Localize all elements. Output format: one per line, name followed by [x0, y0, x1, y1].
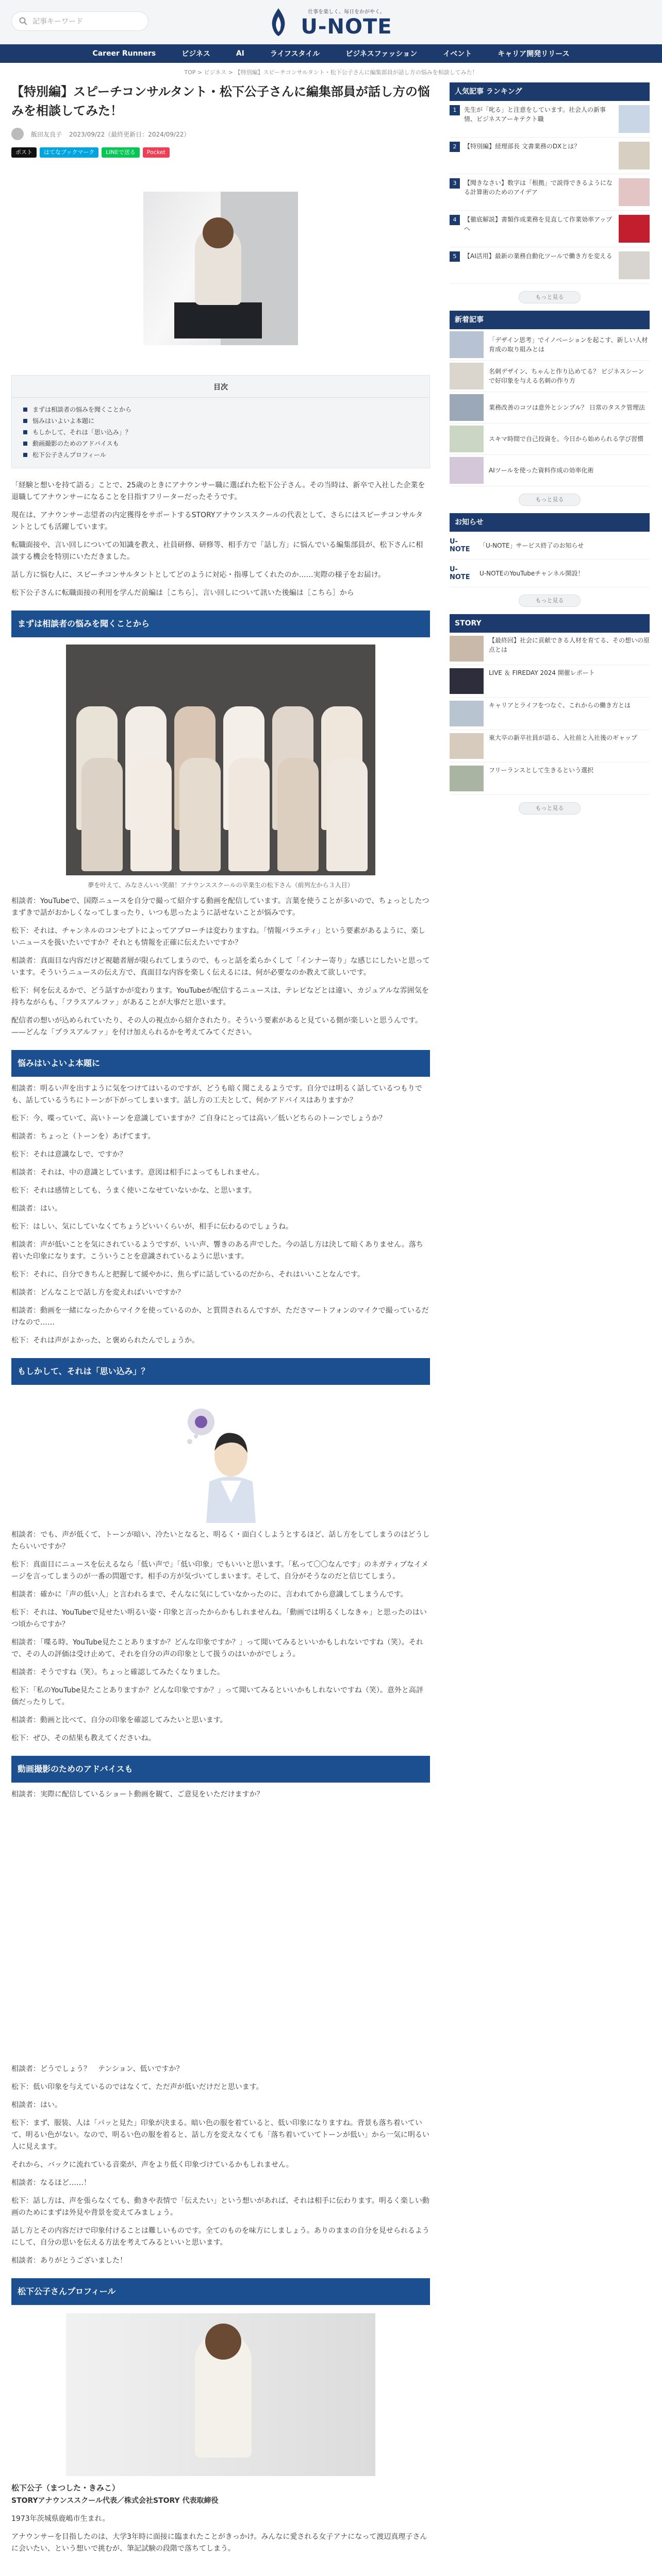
nav-item-business[interactable]: ビジネス [181, 50, 210, 58]
intro-paragraph: 現在は、アナウンサー志望者の内定獲得をサポートするSTORYアナウンススクールの代表として、さらにはスピーチコンサルタントとしても活躍しています。 [11, 511, 423, 532]
dialogue-line: 相談者：はい。 [11, 2101, 62, 2110]
site-header [0, 0, 662, 44]
dialogue-line: 松下：はしい、気にしていなくてちょうどいいくらいが、相手に伝わるのでしょうね。 [11, 1223, 293, 1231]
more-button[interactable]: もっと見る [519, 494, 581, 506]
search-placeholder: 記事キーワード [32, 18, 83, 26]
ranking-item[interactable]: 3 【聞きなさい】数字は「根拠」で説得できるようになる計算術のためのアイデア [450, 174, 650, 211]
dialogue-line: 相談者：真面目な内容だけど視聴者層が限られてしまうので、もっと話を柔らかくして「インナー寄り」な感じにしたいと思っています。そういうニュースの伝え方で、真面目な内容を楽しく伝えるには、何が必要なのか教えて欲しいです。 [11, 957, 430, 977]
more-button[interactable]: もっと見る [519, 291, 581, 303]
sidebar [450, 82, 650, 822]
news-heading: お知らせ [450, 513, 650, 532]
dialogue-line: 相談者：そうですね（笑）。ちょっと確認してみたくなりました。 [11, 1668, 224, 1677]
ranking-item[interactable]: 5 【AI活用】最新の業務自動化ツールで働き方を変える [450, 247, 650, 284]
author-name[interactable]: 飯田友良子 [31, 130, 62, 138]
ranking-item[interactable]: 4 【徹底解説】書類作成業務を見直して作業効率アップへ [450, 211, 650, 247]
new-article-item[interactable]: 名刺デザイン、ちゃんと作り込めてる？ ビジネスシーンで好印象を与える名刺の作り方 [450, 361, 650, 392]
profile-name: 松下公子（まつした・きみこ） [11, 2483, 120, 2493]
dialogue-line: 相談者：声が低いことを気にされているようですが、いい声、響きのある声でした。今の話し方は決して暗くありません。落ち着いた印象になります。こういうことを意識されているように思います。 [11, 1241, 423, 1261]
section-heading: まずは相談者の悩みを聞くことから [11, 611, 430, 637]
profile-photo [66, 2313, 375, 2476]
dialogue-line: それから、バックに流れている音楽が、声をより低く印象づけているかもしれません。 [11, 2161, 293, 2170]
toc-item[interactable]: まずは相談者の悩みを聞くことから [23, 404, 418, 415]
dialogue-line: 相談者：動画を一緒になったからマイクを使っているのか、と質問されるんですが、たださマートフォンのマイクで撮っているだけなので…… [11, 1307, 429, 1327]
dialogue-line: 松下：「私のYouTube見たことありますか？どんな印象ですか？」って聞いてみるといいかもしれないですね（笑）。意外と高評価だったりして。 [11, 1686, 423, 1707]
dialogue-line: 配信者の想いが込められていたり、その人の視点から紹介されたり。そういう要素があると見ている側が楽しいと思うんです。——どんな「プラスアルファ」を付け加えられるかを考えてみてください。 [11, 1016, 422, 1037]
dialogue-line: 相談者：でも、声が低くて、トーンが暗い、冷たいとなると、明るく・面白くしようとするほど、話し方をしてしまうのはどうしたらいいですか？ [11, 1531, 430, 1551]
person-figure [130, 758, 172, 871]
story-item[interactable]: フリーランスとして生きるという選択 [450, 762, 650, 795]
story-item[interactable]: 東大卒の新卒社員が語る、入社前と入社後のギャップ [450, 730, 650, 762]
search-icon [19, 17, 27, 25]
announcement-item[interactable]: U-NOTE 「U-NOTE」サービス終了のお知らせ [450, 532, 650, 560]
person-figure [179, 758, 221, 871]
nav-item-business-fashion[interactable]: ビジネスファッション [345, 50, 418, 58]
group-photo [66, 645, 375, 875]
new-article-item[interactable]: 業務改善のコツは意外とシンプル？ 日常のタスク管理法 [450, 392, 650, 423]
dialogue-line: 相談者：なるほど……！ [11, 2179, 91, 2188]
table-of-contents [11, 375, 430, 468]
new-heading: 新着記事 [450, 311, 650, 329]
dialogue-line: 松下：今、喋っていて、高いトーンを意識していますか？ご自身にとっては高い／低いどちらのトーンでしょうか？ [11, 1114, 386, 1123]
story-heading: STORY [450, 614, 650, 633]
dialogue-line: 松下：ぜひ、その結果も教えてくださいね。 [11, 1734, 156, 1743]
person-figure [81, 758, 123, 871]
intro-paragraph: 「経験と想いを持て語る」ことで、25歳のときにアナウンサー職に選ばれた松下公子さん。その当時は、新卒で入社した企業を退職してアナウンサーになることを目指すフリーターだったそうです。 [11, 481, 425, 502]
ranking-item[interactable]: 1 先生が「叱る」と注意をしています。社会人の新事情、ビジネスアーキテクト職 [450, 101, 650, 138]
toc-item[interactable]: 動画撮影のためのアドバイスも [23, 438, 418, 449]
share-line-button[interactable]: LINEで送る [102, 147, 140, 158]
toc-item[interactable]: 松下公子さんプロフィール [23, 449, 418, 461]
section-heading: もしかして、それは「思い込み」？ [11, 1358, 430, 1385]
toc-item[interactable]: もしかして、それは「思い込み」？ [23, 427, 418, 438]
dialogue-line: 松下：話し方は、声を張らなくても、動きや表情で「伝えたい」という想いがあれば、それは相手に伝わります。明るく楽しい動画のためにまずは外見や背景を変えてみましょう。 [11, 2197, 429, 2217]
dialogue-line: 松下：低い印象を与えているのではなくて、ただ声が低いだけだと思います。 [11, 2083, 263, 2092]
dialogue-line: 松下：それは、チャンネルのコンセプトによってアプローチは変わりますね。「情報バラエティ」という要素があるように、楽しいニュースを扱いたいですか？それとも情報を正確に伝えたいですか？ [11, 927, 426, 947]
dialogue-line: 相談者：「喋る時、YouTube見たことありますか？どんな印象ですか？」って聞いてみるといいかもしれないですね（笑）。それで、その人の評価は受け止めて、それを自分の声の印象として扱うのはいかがでしょう。 [11, 1638, 423, 1659]
share-pocket-button[interactable]: Pocket [143, 147, 170, 158]
photo-caption: 夢を叶えて、みなさんいい笑顔！アナウンススクールの卒業生の松下さん（前列左から３人目） [88, 882, 354, 889]
intro-paragraph: 転職面接や、言い回しについての知識を教え、社員研修、研修等、相手方で「話し方」に悩んでいる編集部員が、松下さんに相談する機会を特別にいただきました。 [11, 541, 423, 562]
profile-text: アナウンサーを目指したのは、大学3年時に面接に臨まれたことがきっかけ。みんなに愛される女子アナになって渡辺真理子さんに会いたい、という想いで挑むが、筆記試験の段階で落ちてしまう。 [11, 2533, 427, 2553]
dialogue-line: 相談者：実際に配信しているショート動画を観て、ご意見をいただけますか？ [11, 1790, 264, 1799]
section-heading: 動画撮影のためのアドバイスも [11, 1756, 430, 1783]
dialogue-line: 松下：何を伝えるかで、どう話すかが変わります。YouTubeが配信するニュースは、テレビなどとは違い、カジュアルな雰囲気を持ちながらも、「フラスアルファ」があることが大事だと思います。 [11, 987, 429, 1007]
main-nav [0, 44, 662, 63]
story-item[interactable]: 【最終回】社会に貢献できる人材を育てる、その想いの原点とは [450, 633, 650, 665]
dialogue-line: 松下：真面目にニュースを伝えるなら「低い声で」「低い印象」でもいいと思います。「私って〇〇なんです」のネガティブなイメージを言ってしまうのが一番の問題です。相手の方が気づいてしまいます。そして、自分がそうなのだと信じてしまう。 [11, 1561, 428, 1581]
dialogue-line: 松下：それは感情としても、うまく使いこなせていないかな、と思います。 [11, 1187, 256, 1195]
person-figure [277, 758, 319, 871]
share-x-button[interactable]: ポスト [11, 147, 37, 158]
share-buttons [11, 147, 430, 158]
breadcrumb[interactable]: TOP > ビジネス > 【特別編】スピーチコンサルタント・松下公子さんに編集部員が話し方の悩みを相談してみた！ [184, 69, 478, 76]
dialogue-line: 相談者：YouTubeで、国際ニュースを自分で撮って紹介する動画を配信しています。言葉を使うことが多いので、ちょっとしたつまずきで話がおかしくなってしまったり、いつも思ったように話せないことが悩みです。 [11, 897, 429, 918]
search-input[interactable] [11, 11, 148, 31]
video-embed-area[interactable] [11, 1801, 430, 2057]
dialogue-line: 松下：それは意識なしで、ですか？ [11, 1150, 127, 1159]
logo-tagline: 仕事を楽しく、毎日をかがやく。 [308, 9, 385, 15]
section-heading: 悩みはいよいよ本題に [11, 1050, 430, 1077]
site-logo[interactable] [269, 4, 403, 41]
dialogue-line: 相談者：どんなことで話し方を変えればいいですか？ [11, 1289, 185, 1297]
section-heading: 松下公子さんプロフィール [11, 2278, 430, 2305]
dialogue-line: 松下：それは声がよかった、と褒められたんでしょうか。 [11, 1336, 199, 1345]
article-title: 【特別編】スピーチコンサルタント・松下公子さんに編集部員が話し方の悩みを相談してみた！ [11, 84, 430, 118]
popular-heading: 人気記事 ランキング [450, 82, 650, 101]
dialogue-line: 相談者：それは、中の意識としています。意図は相手によってもしれません。 [11, 1168, 264, 1177]
hero-image [143, 192, 298, 345]
thinking-person-illustration [169, 1399, 272, 1523]
dialogue-line: 相談者：はい。 [11, 1205, 62, 1213]
more-button[interactable]: もっと見る [519, 802, 581, 815]
intro-paragraph: 話し方に悩む人に、スピーチコンサルタントとしてどのように対応・指導してくれたのか……実際の様子をお届け。 [11, 571, 386, 580]
article-meta [11, 128, 430, 140]
dialogue-line: 相談者：どうでしょう？ テンション、低いですか？ [11, 2065, 184, 2074]
new-article-item[interactable]: スキマ時間で自己投資を。今日から始められる学び習慣 [450, 423, 650, 455]
nav-item-lifestyle[interactable]: ライフスタイル [270, 50, 320, 58]
published-date: 2023/09/22（最終更新日：2024/09/22） [69, 130, 190, 138]
nav-item-career-runners[interactable]: Career Runners [92, 49, 156, 58]
dialogue-line: 松下：それに、自分できちんと把握して緩やかに、焦らずに話しているのだから、それはいいことなんです。 [11, 1270, 365, 1279]
dialogue-line: 話し方とその内容だけで印象付けることは難しいものです。全てのものを味方にしましょう。ありのままの自分を見せられるようにして、自分の思いを伝える方法を考えてみるといいと思います。 [11, 2227, 429, 2247]
intro-links[interactable]: 松下公子さんに転職面接の利用を学んだ前編は［こちら］、言い回しについて訊いた後編は［こちら］から [11, 589, 354, 598]
profile-title: STORYアナウンススクール代表／株式会社STORY 代表取締役 [11, 2497, 219, 2505]
toc-heading: 目次 [12, 382, 429, 398]
dialogue-line: 相談者：ちょっと（トーンを）あげてます。 [11, 1132, 155, 1141]
story-item[interactable]: キャリアとライフをつなぐ、これからの働き方とは [450, 698, 650, 730]
story-item[interactable]: LIVE ＆ FIREDAY 2024 開催レポート [450, 665, 650, 698]
logo-wordmark: U-NOTE [301, 15, 392, 39]
person-figure [228, 758, 270, 871]
nav-item-career-release[interactable]: キャリア開発リリース [498, 50, 570, 58]
nav-item-ai[interactable]: AI [236, 49, 244, 58]
share-hatena-button[interactable]: はてなブックマーク [40, 147, 98, 158]
announcement-item[interactable]: U-NOTE U-NOTEのYouTubeチャンネル開設！ [450, 560, 650, 587]
nav-item-event[interactable]: イベント [443, 50, 472, 58]
profile-text: 1973年茨城県鹿嶋市生まれ。 [11, 2515, 110, 2523]
new-article-item[interactable]: 「デザイン思考」でイノベーションを起こす、新しい人材育成の取り組みとは [450, 329, 650, 361]
toc-item[interactable]: 悩みはいよいよ本題に [23, 415, 418, 427]
dialogue-line: 相談者：ありがとうございました！ [11, 2257, 127, 2265]
person-figure [326, 758, 368, 871]
dialogue-line: 松下：それは、YouTubeで見せたい明るい姿・印象と言ったからかもしれませんね。「動画では明るくしなきゃ」と思ったのはいつ頃からですか？ [11, 1608, 427, 1629]
new-article-item[interactable]: AIツールを使った資料作成の効率化術 [450, 455, 650, 486]
ranking-item[interactable]: 2 【特別編】経理部長 文書業務のDXとは？ [450, 138, 650, 174]
dialogue-line: 相談者：動画と比べて、自分の印象を確認してみたいと思います。 [11, 1716, 227, 1725]
more-button[interactable]: もっと見る [519, 595, 581, 607]
dialogue-line: 松下：まず、服装、人は「パッと見た」印象が決まる。暗い色の服を着ていると、低い印象になりますね。背景も落ち着いていて、明るい色がない。なので、明るい色の服を着ると、話し方を変えなくても「落ち着いていてトーンが低い」から一気に明るい人に見えます。 [11, 2119, 429, 2151]
dialogue-line: 相談者：確かに「声の低い人」と言われるまで、そんなに気にしていなかったのに、言われてから意識してしまうんです。 [11, 1590, 408, 1599]
article-main [11, 82, 430, 2555]
dialogue-line: 相談者：明るい声を出すように気をつけてはいるのですが、どうも暗く聞こえるようです。自分では明るく話しているつもりでも、話しているうちにトーンが下がってしまいます。話し方の工夫として、何かアドバイスはありますか？ [11, 1084, 422, 1105]
flame-logo-icon [269, 7, 288, 37]
author-avatar[interactable] [11, 128, 24, 140]
